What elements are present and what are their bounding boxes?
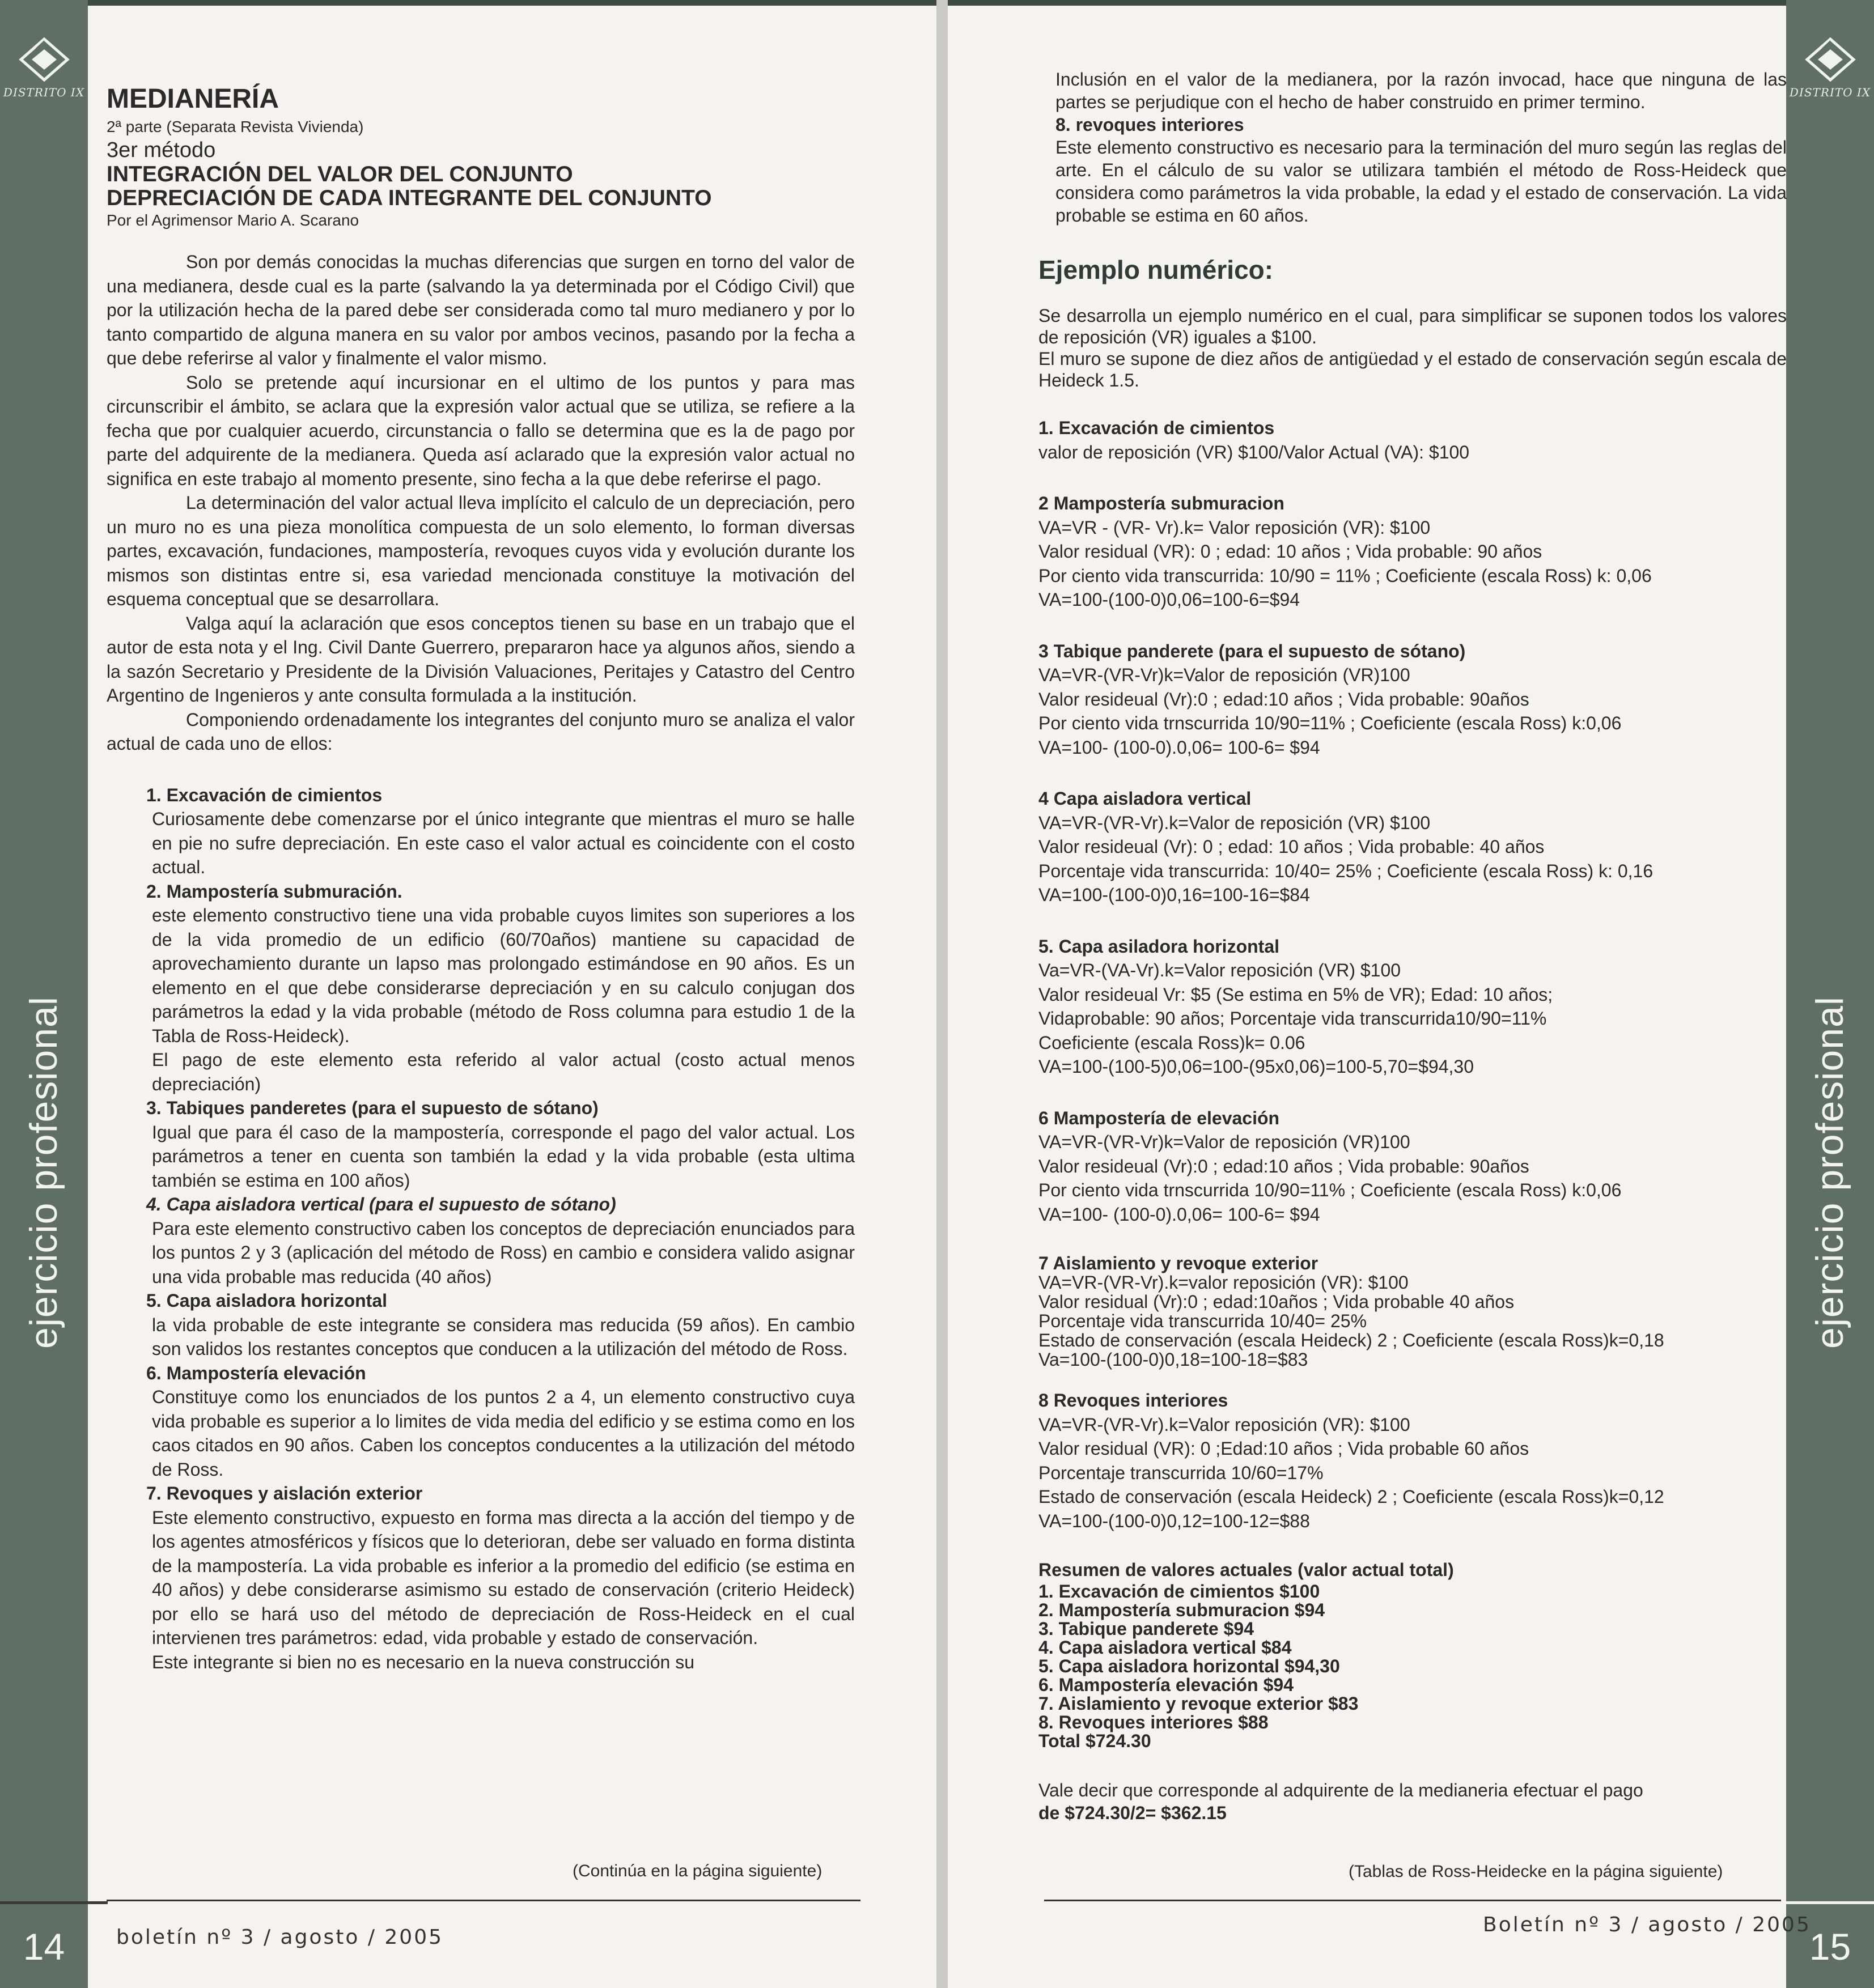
summary-item: 3. Tabique panderete $94 (1038, 1618, 1254, 1639)
list-item-text: la vida probable de este integrante se considera mas reducida (59 años). En cambio son validos los restantes conceptos que conducen a la utilización del método de Ross. (152, 1314, 855, 1359)
distrito-logo (1786, 31, 1874, 128)
distrito-logo-icon (1805, 37, 1856, 82)
calc-line: Por ciento vida trnscurrida 10/90=11% ; Coeficiente (escala Ross) k:0,06 (1038, 1180, 1622, 1200)
component-list (107, 783, 855, 1675)
calc-line: Valor resideual Vr: $5 (Se estima en 5% de VR); Edad: 10 años; (1038, 984, 1553, 1005)
list-item-heading: 4. Capa aisladora vertical (para el supuesto de sótano) (146, 1194, 616, 1214)
list-item-text: El pago de este elemento esta referido al valor actual (costo actual menos depreciación) (152, 1050, 855, 1094)
calc-heading: 4 Capa aisladora vertical (1038, 788, 1252, 809)
article-title: MEDIANERÍA (107, 84, 279, 114)
distrito-logo (0, 31, 88, 128)
summary-item: 7. Aislamiento y revoque exterior $83 (1038, 1693, 1359, 1714)
summary-item: 4. Capa aisladora vertical $84 (1038, 1637, 1292, 1658)
calc-line: Valor residual (VR): 0 ; edad: 10 años ; Vida probable: 90 años (1038, 541, 1542, 562)
list-item-heading: 5. Capa aisladora horizontal (146, 1290, 387, 1311)
summary-item: 8. Revoques interiores $88 (1038, 1711, 1269, 1732)
paragraph: La determinación del valor actual lleva implícito el calculo de un depreciación, pero un muro no es una pieza monolítica compuesta de un solo elemento, lo forman diversas partes, excavación, fundaciones, mampostería, revoques cuyos vida y evolución durante los mismos son distintas entre si, esa variedad mencionada constituye la motivación del esquema conceptual que se desarrollara. (107, 492, 855, 609)
calc-group (1038, 787, 1787, 907)
list-item-text: Constituye como los enunciados de los puntos 2 a 4, un elemento constructivo cuya vida probable es superior a lo limites de vida media del edificio y se estima como en los caos citados en 90 años. Caben los conceptos conducentes a la utilización del método de Ross. (152, 1387, 855, 1480)
calc-line: Valor resideual (Vr):0 ; edad:10 años ; Vida probable: 90años (1038, 1156, 1529, 1176)
top-border (0, 0, 941, 6)
calc-group (1038, 1254, 1787, 1369)
calc-group (1038, 416, 1787, 464)
example-intro: El muro se supone de diez años de antigüedad y el estado de conservación según escala de Heideck 1.5. (1038, 349, 1787, 390)
list-item-heading: 1. Excavación de cimientos (146, 784, 383, 805)
calc-line: VA=VR - (VR- Vr).k= Valor reposición (VR): $100 (1038, 517, 1431, 538)
calc-line: VA=VR-(VR-Vr).k=Valor de reposición (VR) $100 (1038, 812, 1431, 833)
continued-note: (Continúa en la página siguiente) (573, 1862, 822, 1880)
page-number: 15 (1809, 1926, 1851, 1968)
list-item-text: Este elemento constructivo, expuesto en forma mas directa a la acción del tiempo y de los agentes atmosféricos y físicos que lo deterioran, debe ser valuado en forma distinta de la mampostería. La vida probable es inferior a la promedio del edificio (se estima en 40 años) y debe considerarse asimismo su estado de conservación (criterio Heideck) por ello se hará uso del método de depreciación de Ross-Heideck en el cual intervienen tres parámetros: edad, vida probable y estado de conservación. (152, 1507, 855, 1648)
continuation-column (1038, 68, 1787, 1824)
logo-text: DISTRITO IX (3, 86, 85, 99)
distrito-logo-icon (19, 37, 70, 82)
calc-line: Estado de conservación (escala Heideck) 2 ; Coeficiente (escala Ross)k=0,12 (1038, 1486, 1664, 1507)
article-subtitle: 2ª parte (Separata Revista Vivienda) (107, 118, 364, 135)
calc-line: Valor residual (Vr):0 ; edad:10años ; Vida probable 40 años (1038, 1292, 1515, 1312)
calc-line: Valor resideual (Vr): 0 ; edad: 10 años ; Vida probable: 40 años (1038, 836, 1545, 857)
item8-text: Este elemento constructivo es necesario para la terminación del muro según las reglas del arte. En el cálculo de su valor se utilizara también el método de Ross-Heideck que considera como parámetros la vida probable, la edad y el estado de conservación. La vida probable se estima en 60 años. (1055, 137, 1787, 226)
calc-line: VA=100- (100-0).0,06= 100-6= $94 (1038, 1204, 1320, 1225)
calc-line: Porcentaje vida transcurrida: 10/40= 25% ; Coeficiente (escala Ross) k: 0,16 (1038, 860, 1653, 881)
calc-line: VA=VR-(VR-Vr)k=Valor de reposición (VR)100 (1038, 665, 1410, 685)
article-column (107, 82, 855, 1674)
calc-line: Porcentaje transcurrida 10/60=17% (1038, 1462, 1324, 1483)
conclusion-text: Vale decir que corresponde al adquirente de la medianeria efectuar el pago (1038, 1779, 1643, 1800)
conclusion-amount: de $724.30/2= $362.15 (1038, 1802, 1227, 1823)
calc-line: Va=100-(100-0)0,18=100-18=$83 (1038, 1349, 1308, 1370)
footer-text: boletín nº 3 / agosto / 2005 (116, 1926, 444, 1949)
intro-text: Inclusión en el valor de la medianera, por la razón invocad, hace que ninguna de las partes se perjudique con el hecho de haber construido en primer termino. (1055, 69, 1787, 112)
calc-heading: 8 Revoques interiores (1038, 1390, 1228, 1411)
calc-group (1038, 639, 1787, 760)
tables-note: (Tablas de Ross-Heidecke en la página siguiente) (1349, 1862, 1723, 1881)
top-border (948, 0, 1874, 6)
calc-line: valor de reposición (VR) $100/Valor Actual (VA): $100 (1038, 441, 1470, 462)
page-gutter (936, 0, 948, 1988)
calc-group (1038, 1106, 1787, 1227)
right-page (948, 0, 1874, 1988)
page-number-rule (1786, 1901, 1874, 1904)
calc-heading: 5. Capa asiladora horizontal (1038, 936, 1279, 957)
summary-block (1038, 1558, 1787, 1751)
calc-line: VA=VR-(VR-Vr)k=Valor de reposición (VR)100 (1038, 1132, 1410, 1152)
article-heading-1: INTEGRACIÓN DEL VALOR DEL CONJUNTO (107, 162, 573, 186)
calc-group (1038, 934, 1787, 1079)
calc-line: Vidaprobable: 90 años; Porcentaje vida transcurrida10/90=11% (1038, 1008, 1547, 1029)
summary-item: 6. Mampostería elevación $94 (1038, 1674, 1294, 1695)
summary-total: Total $724.30 (1038, 1730, 1151, 1751)
logo-text: DISTRITO IX (1789, 86, 1871, 99)
section-vertical-label: ejercicio profesional (22, 996, 65, 1349)
calc-line: VA=100- (100-0).0,06= 100-6= $94 (1038, 737, 1320, 758)
calc-line: VA=100-(100-0)0,12=100-12=$88 (1038, 1510, 1310, 1531)
section-vertical-label: ejercicio profesional (1808, 996, 1851, 1349)
calc-heading: 3 Tabique panderete (para el supuesto de sótano) (1038, 640, 1466, 661)
calc-line: Valor residual (VR): 0 ;Edad:10 años ; Vida probable 60 años (1038, 1438, 1529, 1459)
example-intro: Se desarrolla un ejemplo numérico en el cual, para simplificar se suponen todos los valores de reposición (VR) iguales a $100. (1038, 305, 1787, 347)
calc-heading: 7 Aislamiento y revoque exterior (1038, 1253, 1318, 1273)
summary-heading: Resumen de valores actuales (valor actual total) (1038, 1560, 1454, 1580)
item8-heading: 8. revoques interiores (1055, 114, 1244, 135)
calc-line: VA=100-(100-0)0,06=100-6=$94 (1038, 589, 1300, 610)
paragraph: Solo se pretende aquí incursionar en el ultimo de los puntos y para mas circunscribir el ámbito, se aclara que la expresión valor actual que se utiliza, se refiere a la fecha que por cualquier acuerdo, circunstancia o fallo se determina que es la de pago por parte del adquirente de la medianera. Queda así aclarado que la expresión valor actual no significa en este trabajo al momento presente, sino fecha a la que debe referirse el pago. (107, 372, 855, 489)
summary-item: 5. Capa aisladora horizontal $94,30 (1038, 1655, 1340, 1676)
calc-line: Valor resideual (Vr):0 ; edad:10 años ; Vida probable: 90años (1038, 689, 1529, 710)
calc-line: Por ciento vida transcurrida: 10/90 = 11% ; Coeficiente (escala Ross) k: 0,06 (1038, 565, 1652, 586)
calc-line: VA=VR-(VR-Vr).k=Valor reposición (VR): $100 (1038, 1414, 1410, 1435)
list-item-heading: 6. Mampostería elevación (146, 1362, 366, 1383)
list-item-text: Para este elemento constructivo caben los conceptos de depreciación enunciados para los puntos 2 y 3 (aplicación del método de Ross) en cambio e considera valido asignar una vida probable mas reducida (40 años) (152, 1218, 855, 1287)
calc-line: Por ciento vida trnscurrida 10/90=11% ; Coeficiente (escala Ross) k:0,06 (1038, 713, 1622, 733)
calc-line: Estado de conservación (escala Heideck) 2 ; Coeficiente (escala Ross)k=0,18 (1038, 1330, 1664, 1350)
list-item-heading: 3. Tabiques panderetes (para el supuesto de sótano) (146, 1098, 599, 1118)
calc-group (1038, 1388, 1787, 1533)
paragraph: Son por demás conocidas la muchas diferencias que surgen en torno del valor de una medianera, desde cual es la parte (salvando la ya determinada por el Código Civil) que por la utilización hecha de la pared debe ser considerada como tal muro medianero y por lo tanto compartido de alguna manera en su valor por ambos vecinos, pasando por la fecha a que debe referirse al valor y finalmente el valor mismo. (107, 252, 855, 368)
example-title: Ejemplo numérico: (1038, 255, 1274, 284)
summary-item: 2. Mampostería submuracion $94 (1038, 1599, 1325, 1620)
article-heading-2: DEPRECIACIÓN DE CADA INTEGRANTE DEL CONJUNTO (107, 186, 712, 210)
list-item-text: Este integrante si bien no es necesario en la nueva construcción su (152, 1651, 695, 1672)
footer-rule-left (0, 1901, 108, 1904)
side-band-right (1786, 0, 1874, 1988)
list-item-heading: 2. Mampostería submuración. (146, 881, 402, 902)
side-band-left (0, 0, 88, 1988)
item8-block (1038, 68, 1787, 227)
footer-rule (107, 1900, 860, 1901)
page-number: 14 (23, 1926, 65, 1968)
list-item-text: este elemento constructivo tiene una vida probable cuyos limites son superiores a los de la vida promedio de un edificio (60/70años) mantiene su capacidad de aprovechamiento durante un lapso mas prolongado estimándose en 90 años. Es un elemento en el que debe considerarse depreciación y en su calculo conjugan dos parámetros la edad y la vida probable (método de Ross columna para estudio 1 de la Tabla de Ross-Heideck). (152, 905, 855, 1046)
conclusion (1038, 1779, 1787, 1824)
calc-group (1038, 491, 1787, 612)
calc-heading: 6 Mampostería de elevación (1038, 1107, 1280, 1128)
paragraph: Valga aquí la aclaración que esos conceptos tienen su base en un trabajo que el autor de esta nota y el Ing. Civil Dante Guerrero, prepararon hace ya algunos años, siendo a la sazón Secretario y Presidente de la División Valuaciones, Peritajes y Catastro del Centro Argentino de Ingenieros y ante consulta formulada a la institución. (107, 613, 855, 706)
list-item-text: Curiosamente debe comenzarse por el único integrante que mientras el muro se halle en pie no sufre depreciación. En este caso el valor actual es coincidente con el costo actual. (152, 809, 855, 877)
calc-line: Porcentaje vida transcurrida 10/40= 25% (1038, 1311, 1367, 1331)
calc-heading: 2 Mampostería submuracion (1038, 493, 1284, 513)
calc-line: VA=VR-(VR-Vr).k=valor reposición (VR): $100 (1038, 1272, 1409, 1293)
paragraph: Componiendo ordenadamente los integrantes del conjunto muro se analiza el valor actual de cada uno de ellos: (107, 709, 855, 754)
footer-rule (1044, 1900, 1781, 1901)
list-item-heading: 7. Revoques y aislación exterior (146, 1483, 423, 1503)
calc-line: VA=100-(100-5)0,06=100-(95x0,06)=100-5,70=$94,30 (1038, 1056, 1474, 1077)
list-item-text: Igual que para él caso de la mampostería, corresponde el pago del valor actual. Los parámetros a tener en cuenta son también la edad y la vida probable (esta ultima también se estima en 100 años) (152, 1122, 855, 1191)
article-method: 3er método (107, 138, 216, 162)
calc-line: Va=VR-(VA-Vr).k=Valor reposición (VR) $100 (1038, 960, 1401, 980)
calc-line: Coeficiente (escala Ross)k= 0.06 (1038, 1032, 1305, 1053)
calc-line: VA=100-(100-0)0,16=100-16=$84 (1038, 885, 1310, 905)
summary-item: 1. Excavación de cimientos $100 (1038, 1581, 1320, 1602)
calc-heading: 1. Excavación de cimientos (1038, 418, 1275, 438)
footer-text: Boletín nº 3 / agosto / 2005 (1483, 1913, 1811, 1936)
article-author: Por el Agrimensor Mario A. Scarano (107, 211, 359, 229)
